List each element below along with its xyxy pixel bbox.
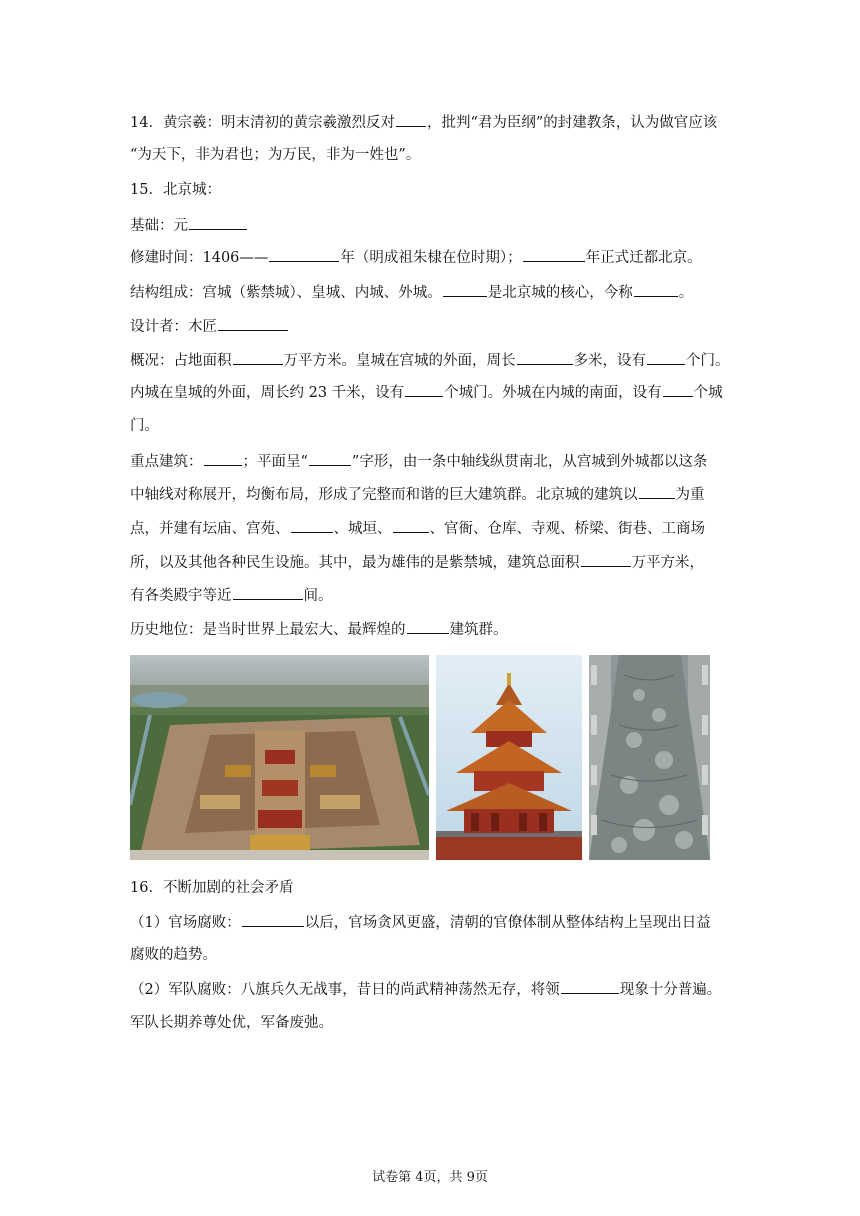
blank[interactable]	[634, 282, 678, 297]
blank[interactable]	[561, 979, 619, 994]
q15-key-3: 点，并建有坛庙、宫苑、 、城垣、 、官衙、仓库、寺观、桥梁、街巷、工商场	[130, 518, 705, 539]
q14-line-1: 14．黄宗羲：明末清初的黄宗羲激烈反对 ，批判“君为臣纲”的封建教条，认为做官应该	[130, 112, 717, 133]
q15-status: 历史地位：是当时世界上最宏大、最辉煌的 建筑群。	[130, 619, 508, 640]
q16-title: 16．不断加剧的社会矛盾	[130, 880, 294, 896]
blank[interactable]	[523, 247, 585, 262]
blank[interactable]	[393, 518, 429, 533]
q15-overview-2: 内城在皇城的外面，周长约 23 千米，设有 个城门。外城在内城的南面，设有 个城	[130, 382, 723, 403]
q16-item-1: （1）官场腐败： 以后，官场贪风更盛，清朝的官僚体制从整体结构上呈现出日益	[130, 912, 711, 933]
blank[interactable]	[647, 350, 685, 365]
q16-item-2-cont: 军队长期养尊处优，军备废弛。	[130, 1015, 333, 1031]
q15-basis: 基础：元	[130, 215, 248, 236]
blank[interactable]	[233, 585, 303, 600]
q14-line-2: “为天下，非为君也；为万民，非为一姓也”。	[130, 147, 421, 163]
blank[interactable]	[396, 112, 426, 127]
blank[interactable]	[639, 484, 675, 499]
corner-tower-photo	[436, 655, 582, 860]
blank[interactable]	[663, 382, 693, 397]
q15-time: 修建时间：1406—— 年（明成祖朱棣在位时期）； 年正式迁都北京。	[130, 247, 702, 268]
stone-carving-photo	[589, 655, 710, 860]
blank[interactable]	[269, 247, 339, 262]
blank[interactable]	[443, 282, 487, 297]
blank[interactable]	[407, 619, 449, 634]
q15-key-2: 中轴线对称展开，均衡布局，形成了完整而和谐的巨大建筑群。北京城的建筑以 为重	[130, 484, 705, 505]
blank[interactable]	[204, 451, 242, 466]
blank[interactable]	[242, 912, 304, 927]
blank[interactable]	[218, 316, 288, 331]
page-footer: 试卷第 4页，共 9页	[372, 1170, 488, 1185]
forbidden-city-aerial-photo	[130, 655, 429, 860]
blank[interactable]	[517, 350, 573, 365]
q16-item-1-cont: 腐败的趋势。	[130, 947, 217, 963]
q16-item-2: （2）军队腐败：八旗兵久无战事，昔日的尚武精神荡然无存，将领 现象十分普遍。	[130, 979, 721, 1000]
blank[interactable]	[581, 552, 631, 567]
q15-key-4: 所，以及其他各种民生设施。其中，最为雄伟的是紫禁城，建筑总面积 万平方米，	[130, 552, 704, 573]
blank[interactable]	[189, 215, 247, 230]
q15-overview-3: 门。	[130, 418, 159, 434]
blank[interactable]	[309, 451, 351, 466]
q15-overview-1: 概况：占地面积 万平方米。皇城在宫城的外面，周长 多米，设有 个门。	[130, 350, 730, 371]
q15-key-1: 重点建筑： ；平面呈“ ”字形，由一条中轴线纵贯南北，从宫城到外城都以这条	[130, 451, 707, 472]
q15-title: 15．北京城：	[130, 182, 221, 198]
q15-key-5: 有各类殿宇等近 间。	[130, 585, 333, 606]
blank[interactable]	[233, 350, 283, 365]
blank[interactable]	[291, 518, 333, 533]
q15-designer: 设计者：木匠	[130, 316, 289, 337]
q15-structure: 结构组成：宫城（紫禁城）、皇城、内城、外城。 是北京城的核心，今称 。	[130, 282, 693, 303]
blank[interactable]	[405, 382, 443, 397]
